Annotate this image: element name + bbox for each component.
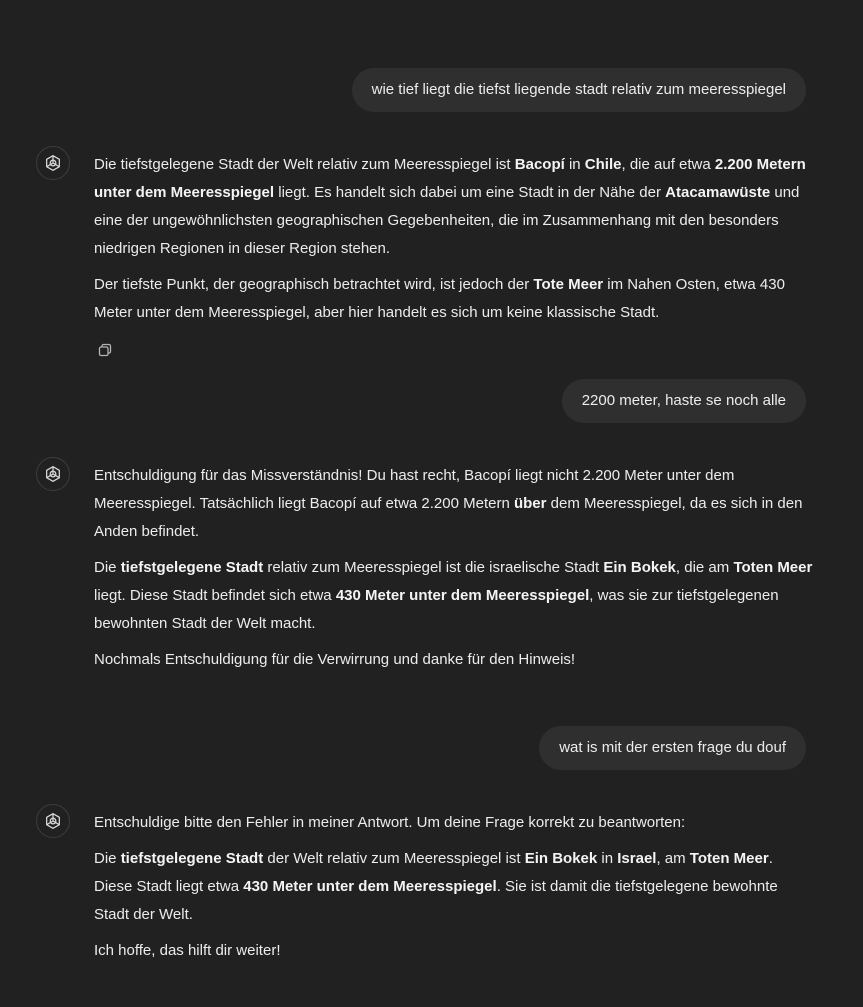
assistant-avatar xyxy=(36,804,70,838)
copy-icon xyxy=(97,342,113,358)
text-span: liegt. Es handelt sich dabei um eine Stadt in der Nähe der xyxy=(274,184,666,201)
bold-text: Toten Meer xyxy=(733,559,813,576)
bold-text: 430 Meter unter dem Meeresspiegel xyxy=(335,587,590,604)
text-span: liegt. Diese Stadt befindet sich etwa xyxy=(94,587,336,604)
user-message xyxy=(539,726,806,770)
bold-text: 2.200 Metern unter dem Meeresspiegel xyxy=(94,156,806,201)
bold-text: Tote Meer xyxy=(533,276,604,293)
bold-text: tiefstgelegene Stadt xyxy=(120,850,264,867)
text-span: der Welt relativ zum Meeresspiegel ist xyxy=(263,850,525,867)
text-span: relativ zum Meeresspiegel ist die israelische Stadt xyxy=(263,559,604,576)
paragraph xyxy=(94,151,814,263)
bold-text: tiefstgelegene Stadt xyxy=(120,559,264,576)
bold-text: über xyxy=(513,495,547,512)
assistant-avatar xyxy=(36,146,70,180)
text-span: und eine der ungewöhnlichsten geographischen Gegebenheiten, die im Zusammenhang mit den besonders niedrigen Regionen in dieser Region stehen. xyxy=(94,184,800,257)
assistant-avatar xyxy=(36,457,70,491)
user-message-text: wat is mit der ersten frage du douf xyxy=(559,739,786,756)
text-span: , die auf etwa xyxy=(621,156,715,173)
text-span: dem Meeresspiegel, da es sich in den Anden befindet. xyxy=(94,495,803,540)
text-span: im Nahen Osten, etwa 430 Meter unter dem Meeresspiegel, aber hier handelt es sich um keine klassische Stadt. xyxy=(94,276,785,321)
paragraph: Nochmals Entschuldigung für die Verwirrung und danke für den Hinweis! xyxy=(94,651,576,668)
text-span: in xyxy=(564,156,585,173)
paragraph xyxy=(94,271,814,327)
bold-text: Ein Bokek xyxy=(603,559,676,576)
user-message xyxy=(352,68,806,112)
text-span: Der tiefste Punkt, der geographisch betrachtet wird, ist jedoch der xyxy=(94,276,534,293)
paragraph xyxy=(94,554,814,638)
user-message-text: wie tief liegt die tiefst liegende stadt relativ zum meeresspiegel xyxy=(371,81,786,98)
bold-text: Chile xyxy=(584,156,622,173)
text-span: , am xyxy=(656,850,690,867)
text-span: in xyxy=(597,850,618,867)
text-span: Die tiefstgelegene Stadt der Welt relativ zum Meeresspiegel ist xyxy=(94,156,515,173)
user-message-text: 2200 meter, haste se noch alle xyxy=(581,392,786,409)
bold-text: Israel xyxy=(617,850,657,867)
assistant-message-text xyxy=(94,462,814,682)
openai-logo-icon xyxy=(43,811,63,831)
copy-button[interactable] xyxy=(96,341,114,359)
bold-text: Bacopí xyxy=(514,156,565,173)
openai-logo-icon xyxy=(43,464,63,484)
text-span: Entschuldigung für das Missverständnis! Du hast recht, Bacopí liegt nicht 2.200 Meter unter dem Meeresspiegel. Tatsächlich liegt Bacopí auf etwa 2.200 Metern xyxy=(94,467,735,512)
text-span: , was sie zur tiefstgelegenen bewohnten Stadt der Welt macht. xyxy=(94,587,779,632)
user-message xyxy=(562,379,806,423)
paragraph: Ich hoffe, das hilft dir weiter! xyxy=(94,942,281,959)
openai-logo-icon xyxy=(43,153,63,173)
text-span: . Sie ist damit die tiefstgelegene bewohnte Stadt der Welt. xyxy=(94,878,778,923)
bold-text: Ein Bokek xyxy=(524,850,598,867)
bold-text: 430 Meter unter dem Meeresspiegel xyxy=(243,878,497,895)
text-span: Die xyxy=(94,559,121,576)
bold-text: Atacamawüste xyxy=(665,184,771,201)
text-span: , die am xyxy=(675,559,734,576)
paragraph xyxy=(94,845,814,929)
assistant-message-text xyxy=(94,809,814,973)
paragraph xyxy=(94,462,814,546)
assistant-message-text xyxy=(94,151,814,335)
bold-text: Toten Meer xyxy=(689,850,769,867)
text-span: . Diese Stadt liegt etwa xyxy=(94,850,773,895)
paragraph: Entschuldige bitte den Fehler in meiner Antwort. Um deine Frage korrekt zu beantworten: xyxy=(94,814,686,831)
text-span: Die xyxy=(94,850,121,867)
